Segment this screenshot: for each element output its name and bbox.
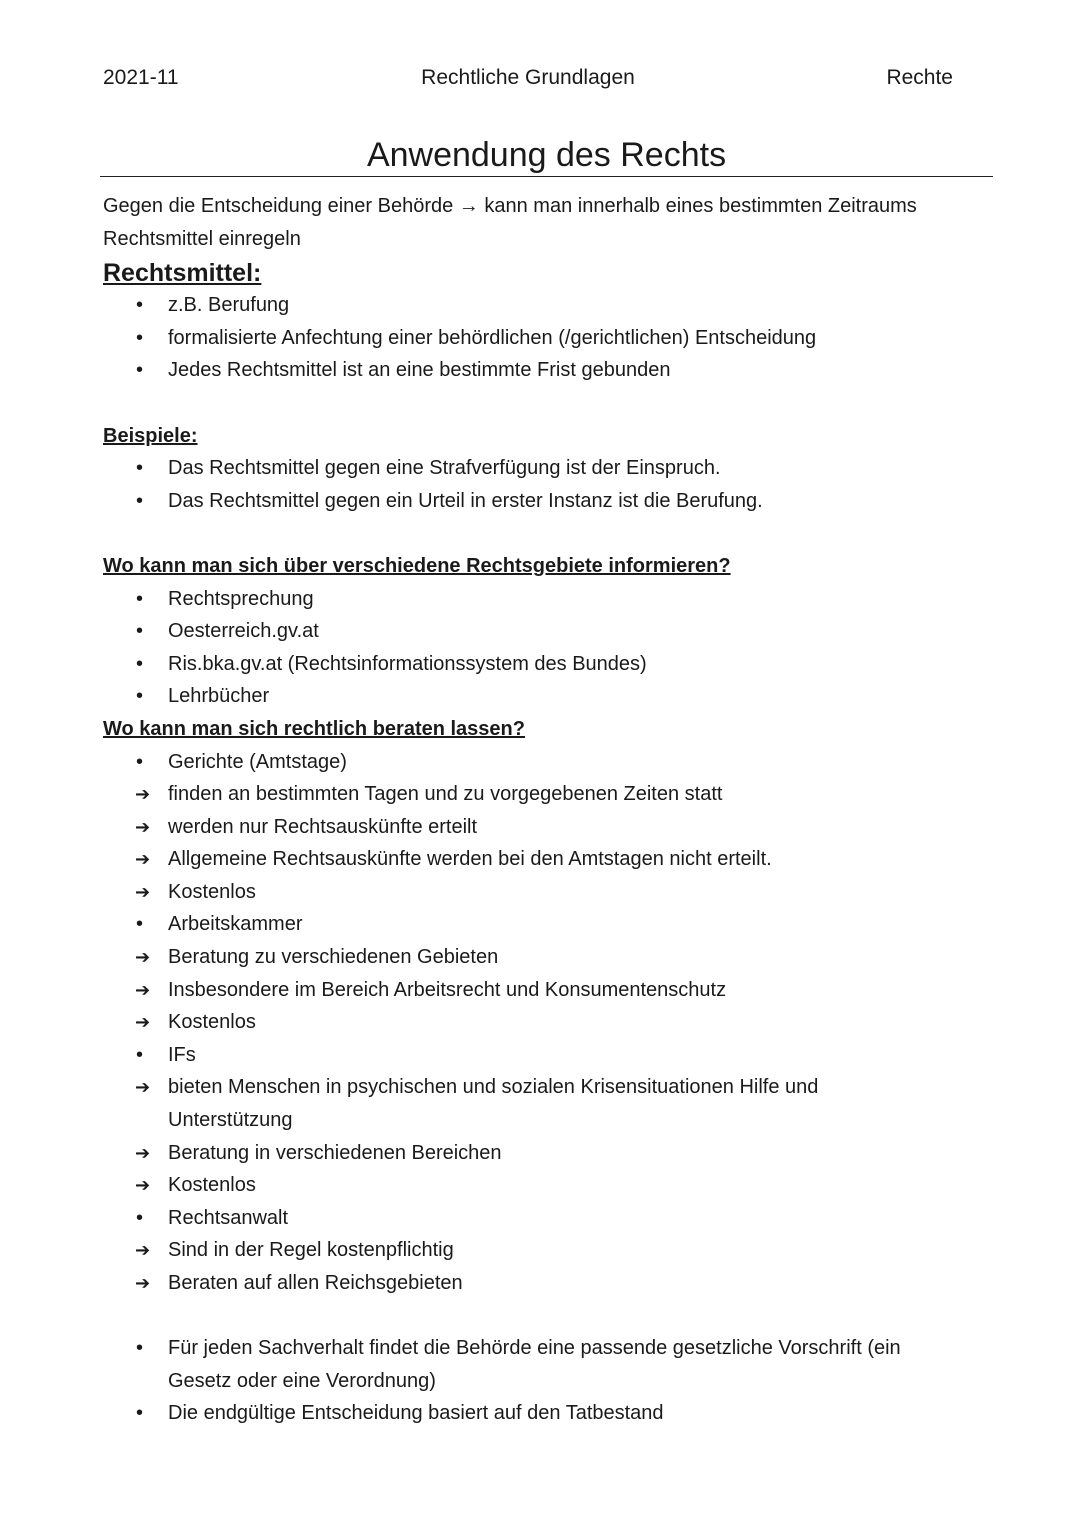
sublist-item: ➔ Beratung in verschiedenen Bereichen: [103, 1137, 983, 1170]
list-item-ifs: [103, 1039, 983, 1202]
sublist-item: ➔ Kostenlos: [103, 1006, 983, 1039]
list-item: • Für jeden Sachverhalt findet die Behörde eine passende gesetzliche Vorschrift (ein Gesetz oder eine Verordnung): [103, 1332, 983, 1397]
list-item: • z.B. Berufung: [103, 289, 983, 322]
list-item-label: IFs: [168, 1043, 196, 1066]
informieren-list: [103, 583, 983, 713]
informieren-heading: Wo kann man sich über verschiedene Rechtsgebiete informieren?: [103, 554, 731, 577]
list-item: • Die endgültige Entscheidung basiert auf den Tatbestand: [103, 1397, 983, 1430]
page-header: [103, 66, 953, 96]
intro-line-2: Rechtsmittel einregeln: [103, 227, 301, 250]
sublist-item: ➔ bieten Menschen in psychischen und sozialen Krisensituationen Hilfe und Unterstützung: [103, 1071, 983, 1136]
list-item-rechtsanwalt: [103, 1202, 983, 1300]
final-list: [103, 1332, 983, 1430]
page-title: Anwendung des Rechts: [100, 134, 993, 177]
sublist-item: ➔ Sind in der Regel kostenpflichtig: [103, 1234, 983, 1267]
spacer: [103, 387, 983, 420]
header-topic: Rechte: [886, 66, 953, 89]
list-item: • Ris.bka.gv.at (Rechtsinformationssystem des Bundes): [103, 648, 983, 681]
beraten-list: [103, 746, 983, 1300]
list-item-arbeitskammer: [103, 908, 983, 1038]
rechtsanwalt-sublist: [103, 1234, 983, 1299]
sublist-item: ➔ Kostenlos: [103, 876, 983, 909]
sublist-item: ➔ Beraten auf allen Reichsgebieten: [103, 1267, 983, 1300]
gerichte-sublist: [103, 778, 983, 908]
header-subject: Rechtliche Grundlagen: [421, 66, 635, 89]
beispiele-heading: Beispiele:: [103, 424, 198, 447]
spacer: [103, 517, 983, 550]
list-item-label: Arbeitskammer: [168, 913, 303, 936]
sublist-item: ➔ werden nur Rechtsauskünfte erteilt: [103, 811, 983, 844]
intro-paragraph: [103, 190, 983, 255]
document-body: [103, 190, 983, 1430]
list-item: • Lehrbücher: [103, 680, 983, 713]
header-date: 2021-11: [103, 66, 179, 89]
rechtsmittel-heading: Rechtsmittel:: [103, 259, 262, 288]
beraten-heading: Wo kann man sich rechtlich beraten lassen?: [103, 717, 525, 740]
ifs-sublist: [103, 1071, 983, 1201]
list-item: • Das Rechtsmittel gegen ein Urteil in erster Instanz ist die Berufung.: [103, 485, 983, 518]
beispiele-list: [103, 452, 983, 517]
arbeitskammer-sublist: [103, 941, 983, 1039]
list-item-gerichte: [103, 746, 983, 909]
list-item: • Oesterreich.gv.at: [103, 615, 983, 648]
list-item-label: Gerichte (Amtstage): [168, 750, 347, 773]
intro-line-1: Gegen die Entscheidung einer Behörde → kann man innerhalb eines bestimmten Zeitraums: [103, 195, 917, 217]
sublist-item: ➔ Beratung zu verschiedenen Gebieten: [103, 941, 983, 974]
sublist-item: ➔ Insbesondere im Bereich Arbeitsrecht und Konsumentenschutz: [103, 974, 983, 1007]
spacer: [103, 1300, 983, 1333]
list-item: • Jedes Rechtsmittel ist an eine bestimmte Frist gebunden: [103, 354, 983, 387]
list-item: • Rechtsprechung: [103, 583, 983, 616]
sublist-item: ➔ Allgemeine Rechtsauskünfte werden bei den Amtstagen nicht erteilt.: [103, 843, 983, 876]
rechtsmittel-list: [103, 289, 983, 387]
sublist-item: ➔ finden an bestimmten Tagen und zu vorgegebenen Zeiten statt: [103, 778, 983, 811]
list-item-label: Rechtsanwalt: [168, 1206, 289, 1229]
list-item: • formalisierte Anfechtung einer behördlichen (/gerichtlichen) Entscheidung: [103, 322, 983, 355]
sublist-item: ➔ Kostenlos: [103, 1169, 983, 1202]
list-item: • Das Rechtsmittel gegen eine Strafverfügung ist der Einspruch.: [103, 452, 983, 485]
